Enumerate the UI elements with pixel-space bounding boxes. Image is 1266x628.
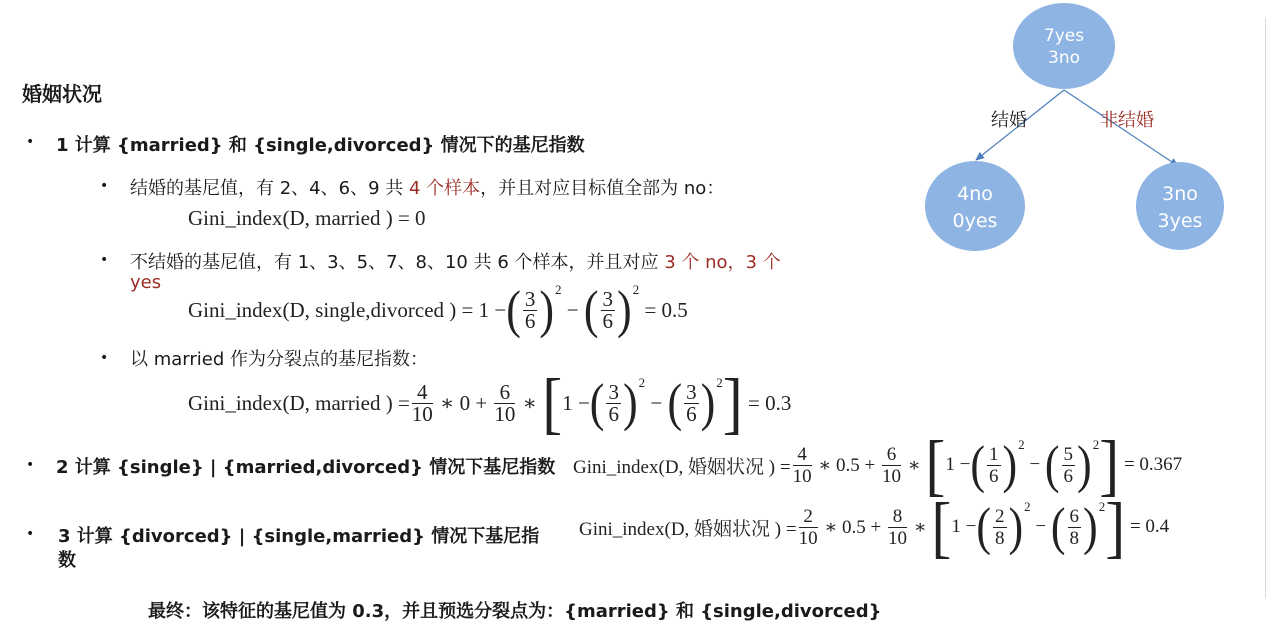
root-label-line2: 3no bbox=[1048, 48, 1080, 68]
formula-result: = 0.367 bbox=[1123, 454, 1183, 475]
formula-result: = 0.4 bbox=[1129, 516, 1170, 537]
root-node-label bbox=[1012, 25, 1116, 69]
formula-lhs: Gini_index(D, single,divorced ) = 1 − bbox=[188, 297, 507, 322]
step3-heading-line1: 3 计算 {divorced} | {single,married} 情况下基尼指 bbox=[58, 526, 540, 547]
sub1-text-pre: 结婚的基尼值，有 2、4、6、9 共 bbox=[130, 178, 409, 199]
right-label-line1: 3no bbox=[1162, 183, 1198, 205]
step1-sub1-text bbox=[130, 174, 724, 200]
formula-step2: Gini_index(D, 婚姻状况 ) = $\frac{4}{10}$ ∗ 0.5 + $\frac{6}{10}$ ∗ [ 1 − ( $\frac{1}{6}$ ) 2 − ( $\frac{5}{6}$ ) 2 ] = 0.367 bbox=[573, 427, 1183, 503]
section-title: 婚姻状况 bbox=[22, 82, 102, 106]
step1-sub2-text bbox=[130, 248, 781, 274]
formula-lhs: Gini_index(D, 婚姻状况 ) = bbox=[579, 518, 797, 540]
sub2-text-pre: 不结婚的基尼值，有 1、3、5、7、8、10 共 6 个样本，并且对应 bbox=[130, 252, 665, 273]
formula-split-married: Gini_index(D, married ) = $\frac{4}{10}$ ∗ 0 + $\frac{6}{10}$ ∗ [ 1 − ( $\frac{3}{6}$ ) 2 − ( $\frac{3}{6}$ ) 2 ] = 0.3 bbox=[188, 365, 792, 441]
formula-lhs: Gini_index(D, married ) = bbox=[188, 390, 410, 415]
sub-bullet-dot: • bbox=[100, 350, 109, 366]
left-label-line1: 4no bbox=[957, 183, 993, 205]
formula-married: Gini_index(D, married ) = 0 bbox=[188, 206, 426, 230]
step2-heading: 2 计算 {single} | {married,divorced} 情况下基尼指数 bbox=[56, 457, 556, 478]
right-edge-label: 非结婚 bbox=[1100, 110, 1154, 131]
root-label-line1: 7yes bbox=[1043, 26, 1085, 46]
formula-single-divorced: Gini_index(D, single,divorced ) = 1 − ( $\frac{3}{6}$ ) 2 − ( $\frac{3}{6}$ ) 2 = 0.5 bbox=[188, 280, 688, 339]
sub1-text-post: ，并且对应目标值全部为 no： bbox=[480, 178, 725, 199]
sub1-highlight: 4 个样本 bbox=[408, 178, 481, 199]
sub-bullet-dot: • bbox=[100, 252, 109, 268]
formula-result: = 0.3 bbox=[747, 390, 792, 415]
formula-lhs: Gini_index(D, 婚姻状况 ) = bbox=[573, 456, 791, 478]
conclusion-text: 最终：该特征的基尼值为 0.3，并且预选分裂点为：{married} 和 {single,divorced} bbox=[148, 601, 882, 622]
sub-bullet-dot: • bbox=[100, 178, 109, 194]
formula-result: = 0.5 bbox=[644, 297, 688, 322]
right-label-line2: 3yes bbox=[1157, 210, 1203, 232]
formula-step3: Gini_index(D, 婚姻状况 ) = $\frac{2}{10}$ ∗ 0.5 + $\frac{8}{10}$ ∗ [ 1 − ( $\frac{2}{8}$ ) 2 − ( $\frac{6}{8}$ ) 2 ] = 0.4 bbox=[579, 489, 1170, 565]
right-node-label bbox=[1136, 181, 1224, 235]
sub2-highlight: 3 个 no，3 个 bbox=[664, 252, 781, 273]
bullet-dot: • bbox=[26, 526, 35, 542]
left-node-label bbox=[925, 181, 1025, 235]
step3-heading-line2: 数 bbox=[58, 550, 76, 571]
bullet-dot: • bbox=[26, 134, 35, 150]
bullet-dot: • bbox=[26, 457, 35, 473]
step1-heading: 1 计算 {married} 和 {single,divorced} 情况下的基尼指数 bbox=[56, 135, 585, 156]
left-label-line2: 0yes bbox=[952, 210, 998, 232]
step1-sub3-text: 以 married 作为分裂点的基尼指数： bbox=[130, 349, 428, 370]
sub2-highlight-cont: yes bbox=[130, 272, 162, 293]
left-edge-label: 结婚 bbox=[991, 110, 1027, 131]
